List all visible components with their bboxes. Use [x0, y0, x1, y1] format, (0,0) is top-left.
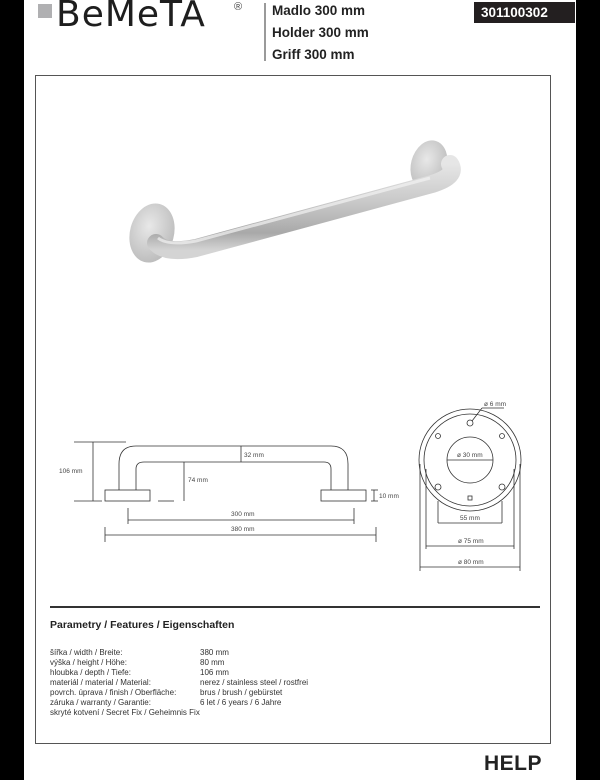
parameters-title: Parametry / Features / Eigenschaften — [50, 619, 235, 631]
dim-380: 380 mm — [231, 526, 255, 533]
param-key: povrch. úprava / finish / Oberfläche: — [50, 688, 177, 697]
dim-screw-hole: ø 6 mm — [484, 401, 507, 408]
content-frame — [35, 75, 551, 744]
side-view-drawing — [56, 434, 426, 554]
dim-32: 32 mm — [244, 452, 264, 459]
param-value: brus / brush / gebürstet — [200, 688, 283, 697]
param-value: 380 mm — [200, 648, 229, 657]
dim-106: 106 mm — [59, 468, 83, 475]
logo-square — [38, 4, 52, 18]
registered-mark: ® — [234, 1, 243, 13]
dim-300: 300 mm — [231, 511, 255, 518]
front-view-drawing — [416, 394, 546, 579]
dim-75: ø 75 mm — [458, 538, 484, 545]
param-key: výška / height / Höhe: — [50, 658, 127, 667]
param-key: skryté kotvení / Secret Fix / Geheimnis Fix — [50, 708, 200, 717]
param-key: materiál / material / Material: — [50, 678, 151, 687]
param-value: nerez / stainless steel / rostfrei — [200, 678, 309, 687]
dim-10: 10 mm — [379, 493, 399, 500]
product-code-badge: 301100302 — [474, 2, 575, 23]
series-label: HELP — [484, 752, 543, 775]
header-divider — [264, 3, 266, 61]
param-value: 80 mm — [200, 658, 225, 667]
dim-80: ø 80 mm — [458, 559, 484, 566]
spec-sheet-page — [24, 0, 576, 780]
brand-logo: BeMeTA — [56, 0, 206, 35]
param-key: šířka / width / Breite: — [50, 648, 123, 657]
title-en: Holder 300 mm — [272, 25, 369, 40]
dim-55: 55 mm — [460, 515, 480, 522]
product-titles — [272, 0, 369, 66]
title-de: Griff 300 mm — [272, 47, 355, 62]
title-cz: Madlo 300 mm — [272, 3, 366, 18]
param-value: 6 let / 6 years / 6 Jahre — [200, 698, 282, 707]
product-photo — [116, 136, 476, 286]
param-key: hloubka / depth / Tiefe: — [50, 668, 131, 677]
param-value: 106 mm — [200, 668, 229, 677]
dim-center-hole: ø 30 mm — [457, 452, 483, 459]
section-divider — [50, 606, 540, 608]
param-key: záruka / warranty / Garantie: — [50, 698, 151, 707]
dim-74: 74 mm — [188, 477, 208, 484]
